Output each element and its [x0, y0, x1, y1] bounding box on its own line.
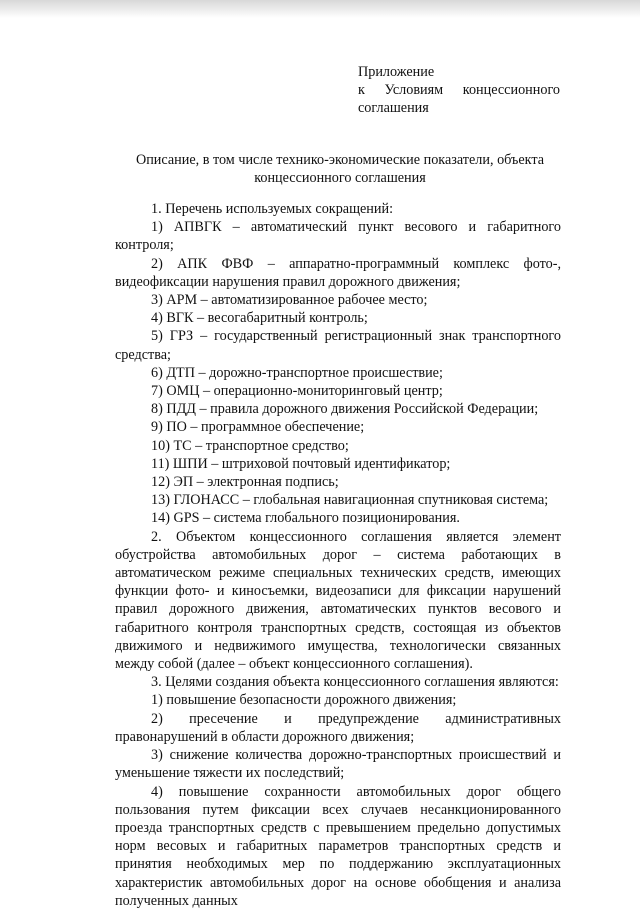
abbr-item: 8) ПДД – правила дорожного движения Российской Федерации; [151, 401, 539, 418]
abbr-item: 7) ОМЦ – операционно-мониторинговый центр; [151, 383, 443, 400]
abbr-item: 3) АРМ – автоматизированное рабочее место; [151, 292, 428, 309]
appendix-line-2: к Условиям концессионного [358, 82, 560, 99]
abbr-item: 2) АПК ФВФ – аппаратно-программный комплекс фото-, [151, 255, 561, 272]
abbr-item: 9) ПО – программное обеспечение; [151, 419, 365, 436]
abbr-item: 1) АПВГК – автоматический пункт весового и габаритного контроля; [115, 219, 561, 254]
document-title [70, 151, 610, 187]
abbr-item: 5) ГРЗ – государственный регистрационный знак транспортного [151, 328, 561, 345]
goal-item: 1) повышение безопасности дорожного движения; [151, 692, 457, 709]
abbr-item: 12) ЭП – электронная подпись; [151, 474, 339, 491]
abbr-item: 4) ВГК – весогабаритный контроль; [151, 310, 368, 327]
section2-paragraph: 2. Объектом концессионного соглашения является элемент обустройства автомобильных дорог – система работающих в автоматическом режиме специальных технических средств, имеющих функции фото- и киносъемки, видеозаписи для фиксации нарушений правил дорожного движения, автоматических пунктов весового и габаритного контроля транспортных средств, состоящая из объектов движимого и недвижимого имущества, технологически связанных между собой (далее – объект концессионного соглашения). [115, 528, 561, 673]
appendix-line-1: Приложение [358, 64, 435, 80]
abbr-item: 13) ГЛОНАСС – глобальная навигационная спутниковая система; [151, 492, 549, 509]
title-line-1: Описание, в том числе технико-экономические показатели, объекта [135, 152, 545, 168]
abbr-item-cont: видеофиксации нарушения правил дорожного движения; [115, 273, 461, 290]
section1-heading: 1. Перечень используемых сокращений: [151, 201, 394, 217]
document-body [115, 200, 561, 910]
section3-heading: 3. Целями создания объекта концессионного соглашения являются: [151, 674, 559, 691]
appendix-note [358, 63, 560, 118]
abbr-item: 14) GPS – система глобального позиционирования. [151, 510, 460, 527]
goal-item: 4) повышение сохранности автомобильных дорог общего пользования путем фиксации всех случаев несанкционированного проезда транспортных средств с превышением предельно допустимых норм весовых и габаритных параметров транспортных средств и принятия необходимых мер по поддержанию эксплуатационных характеристик автомобильных дорог на основе обобщения и анализа полученных данных [115, 783, 561, 909]
abbr-item: 11) ШПИ – штриховой почтовый идентификатор; [151, 455, 451, 472]
appendix-line-3: соглашения [358, 100, 429, 117]
title-line-2: концессионного соглашения [254, 170, 426, 187]
abbr-item-cont: средства; [115, 346, 171, 363]
abbr-item: 6) ДТП – дорожно-транспортное происшествие; [151, 364, 443, 381]
goal-item: 2) пресечение и предупреждение административных [151, 710, 561, 727]
abbr-item: 10) ТС – транспортное средство; [151, 437, 349, 454]
goal-item: 3) снижение количества дорожно-транспортных происшествий и уменьшение тяжести их последствий; [115, 747, 561, 782]
goal-item-cont: правонарушений в области дорожного движения; [115, 728, 415, 745]
